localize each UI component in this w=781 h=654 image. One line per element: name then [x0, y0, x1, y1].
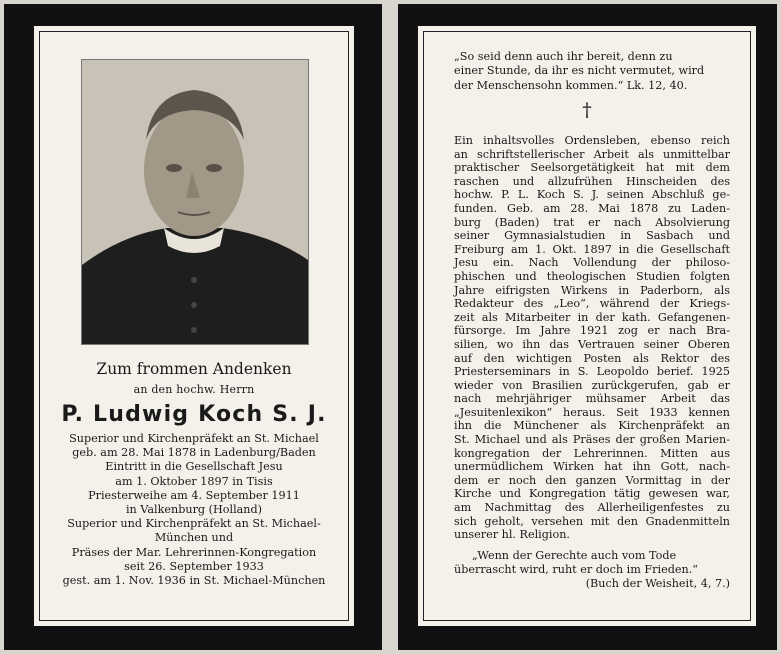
bio-line: am 1. Oktober 1897 in Tisis [115, 474, 273, 488]
portrait-photo [81, 59, 309, 345]
bio-line: Superior und Kirchenpräfekt an St. Michael [69, 432, 319, 445]
body-line: „Jesuitenlexikon“ heraus. Seit 1933 kennen [454, 405, 730, 419]
closing-line: überrascht wird, ruht er doch im Frieden.“ [454, 563, 698, 577]
body-line: Jahre eifrigsten Wirkens in Paderborn, als [454, 283, 730, 297]
card-front-paper [34, 26, 354, 626]
scripture-quote [454, 50, 722, 93]
memorial-heading: Zum frommen Andenken [96, 360, 292, 378]
body-line: funden. Geb. am 28. Mai 1878 zu Laden- [454, 201, 730, 215]
body-line: Ein inhaltsvolles Ordensleben, ebenso reich [454, 134, 730, 147]
body-line: hochw. P. L. Koch S. J. seinen Abschluß ge- [454, 188, 730, 202]
body-line: Priesterseminars in S. Leopoldo berief. 1925 [454, 365, 730, 379]
body-line: silien, wo ihn das Vertrauen seiner Oberen [454, 337, 730, 351]
body-line: burg (Baden) trat er nach Absolvierung [454, 215, 730, 229]
body-line: praktischer Seelsorgetätigkeit hat mit dem [454, 161, 730, 175]
bio-line: München und [154, 531, 234, 545]
body-line: wieder von Brasilien zurückgerufen, gab er [454, 378, 730, 392]
closing-citation: (Buch der Weisheit, 4, 7.) [585, 577, 730, 591]
cross-icon: † [582, 99, 592, 121]
closing-quote [454, 549, 730, 592]
bio-line: Priesterweihe am 4. September 1911 [88, 488, 300, 502]
body-line: Freiburg am 1. Okt. 1897 in die Gesellschaft [454, 242, 730, 256]
obituary-text [454, 134, 730, 542]
bio-line: Präses der Mar. Lehrerinnen-Kongregation [71, 545, 317, 559]
body-line: seiner Gymnasialstudien in Sasbach und [454, 229, 730, 243]
body-line: unserer hl. Religion. [454, 528, 570, 542]
bio-line: gest. am 1. Nov. 1936 in St. Michael-München [62, 574, 326, 588]
body-line: fürsorge. Im Jahre 1921 zog er nach Bra- [454, 324, 730, 338]
portrait-illustration [82, 60, 308, 344]
memorial-card-back [398, 4, 777, 650]
body-line: zeit als Mitarbeiter in der kath. Gefangenen- [454, 310, 730, 324]
body-line: raschen und allzufrühen Hinscheiden des [454, 174, 730, 188]
body-line: Jesu ein. Nach Vollendung der philoso- [454, 256, 730, 270]
memorial-card-front [4, 4, 382, 650]
body-line: am Nachmittag des Allerheiligenfestes zu [454, 501, 730, 515]
memorial-subheading: an den hochw. Herrn [133, 383, 255, 396]
body-line: nach mehrjähriger mühsamer Arbeit das [454, 392, 730, 406]
closing-line: „Wenn der Gerechte auch vom Tode [472, 549, 677, 562]
card-back-paper [418, 26, 756, 626]
deceased-name: P. Ludwig Koch S. J. [61, 402, 327, 427]
body-line: an schriftstellerischer Arbeit als unmittelbar [454, 147, 730, 161]
quote-line: der Menschensohn kommen.“ Lk. 12, 40. [454, 78, 688, 92]
body-line: sich geholt, versehen mit den Gnadenmitteln [454, 514, 730, 528]
body-line: Kirche und Kongregation tätig gewesen war, [454, 487, 730, 501]
body-line: kongregation der Lehrerinnen. Mitten aus [454, 446, 730, 460]
biography-lines [34, 432, 354, 588]
bio-line: seit 26. September 1933 [124, 559, 264, 573]
body-line: dem er noch den ganzen Vormittag in der [454, 473, 730, 487]
bio-line: Eintritt in die Gesellschaft Jesu [105, 460, 283, 474]
quote-line: einer Stunde, da ihr es nicht vermutet, wird [454, 64, 705, 78]
body-line: ihn die Münchener als Kirchenpräfekt an [454, 419, 730, 433]
bio-line: Superior und Kirchenpräfekt an St. Michael- [67, 517, 321, 531]
body-line: unermüdlichem Wirken hat ihn Gott, nach- [454, 460, 730, 474]
bio-line: geb. am 28. Mai 1878 in Ladenburg/Baden [72, 446, 316, 460]
bio-line: in Valkenburg (Holland) [125, 503, 263, 517]
body-line: auf den wichtigen Posten als Rektor des [454, 351, 730, 365]
body-line: phischen und theologischen Studien folgten [454, 269, 730, 283]
body-line: Redakteur des „Leo“, während der Kriegs- [454, 297, 730, 311]
body-line: St. Michael und als Präses der großen Marien- [454, 433, 730, 447]
quote-line: „So seid denn auch ihr bereit, denn zu [454, 50, 673, 63]
